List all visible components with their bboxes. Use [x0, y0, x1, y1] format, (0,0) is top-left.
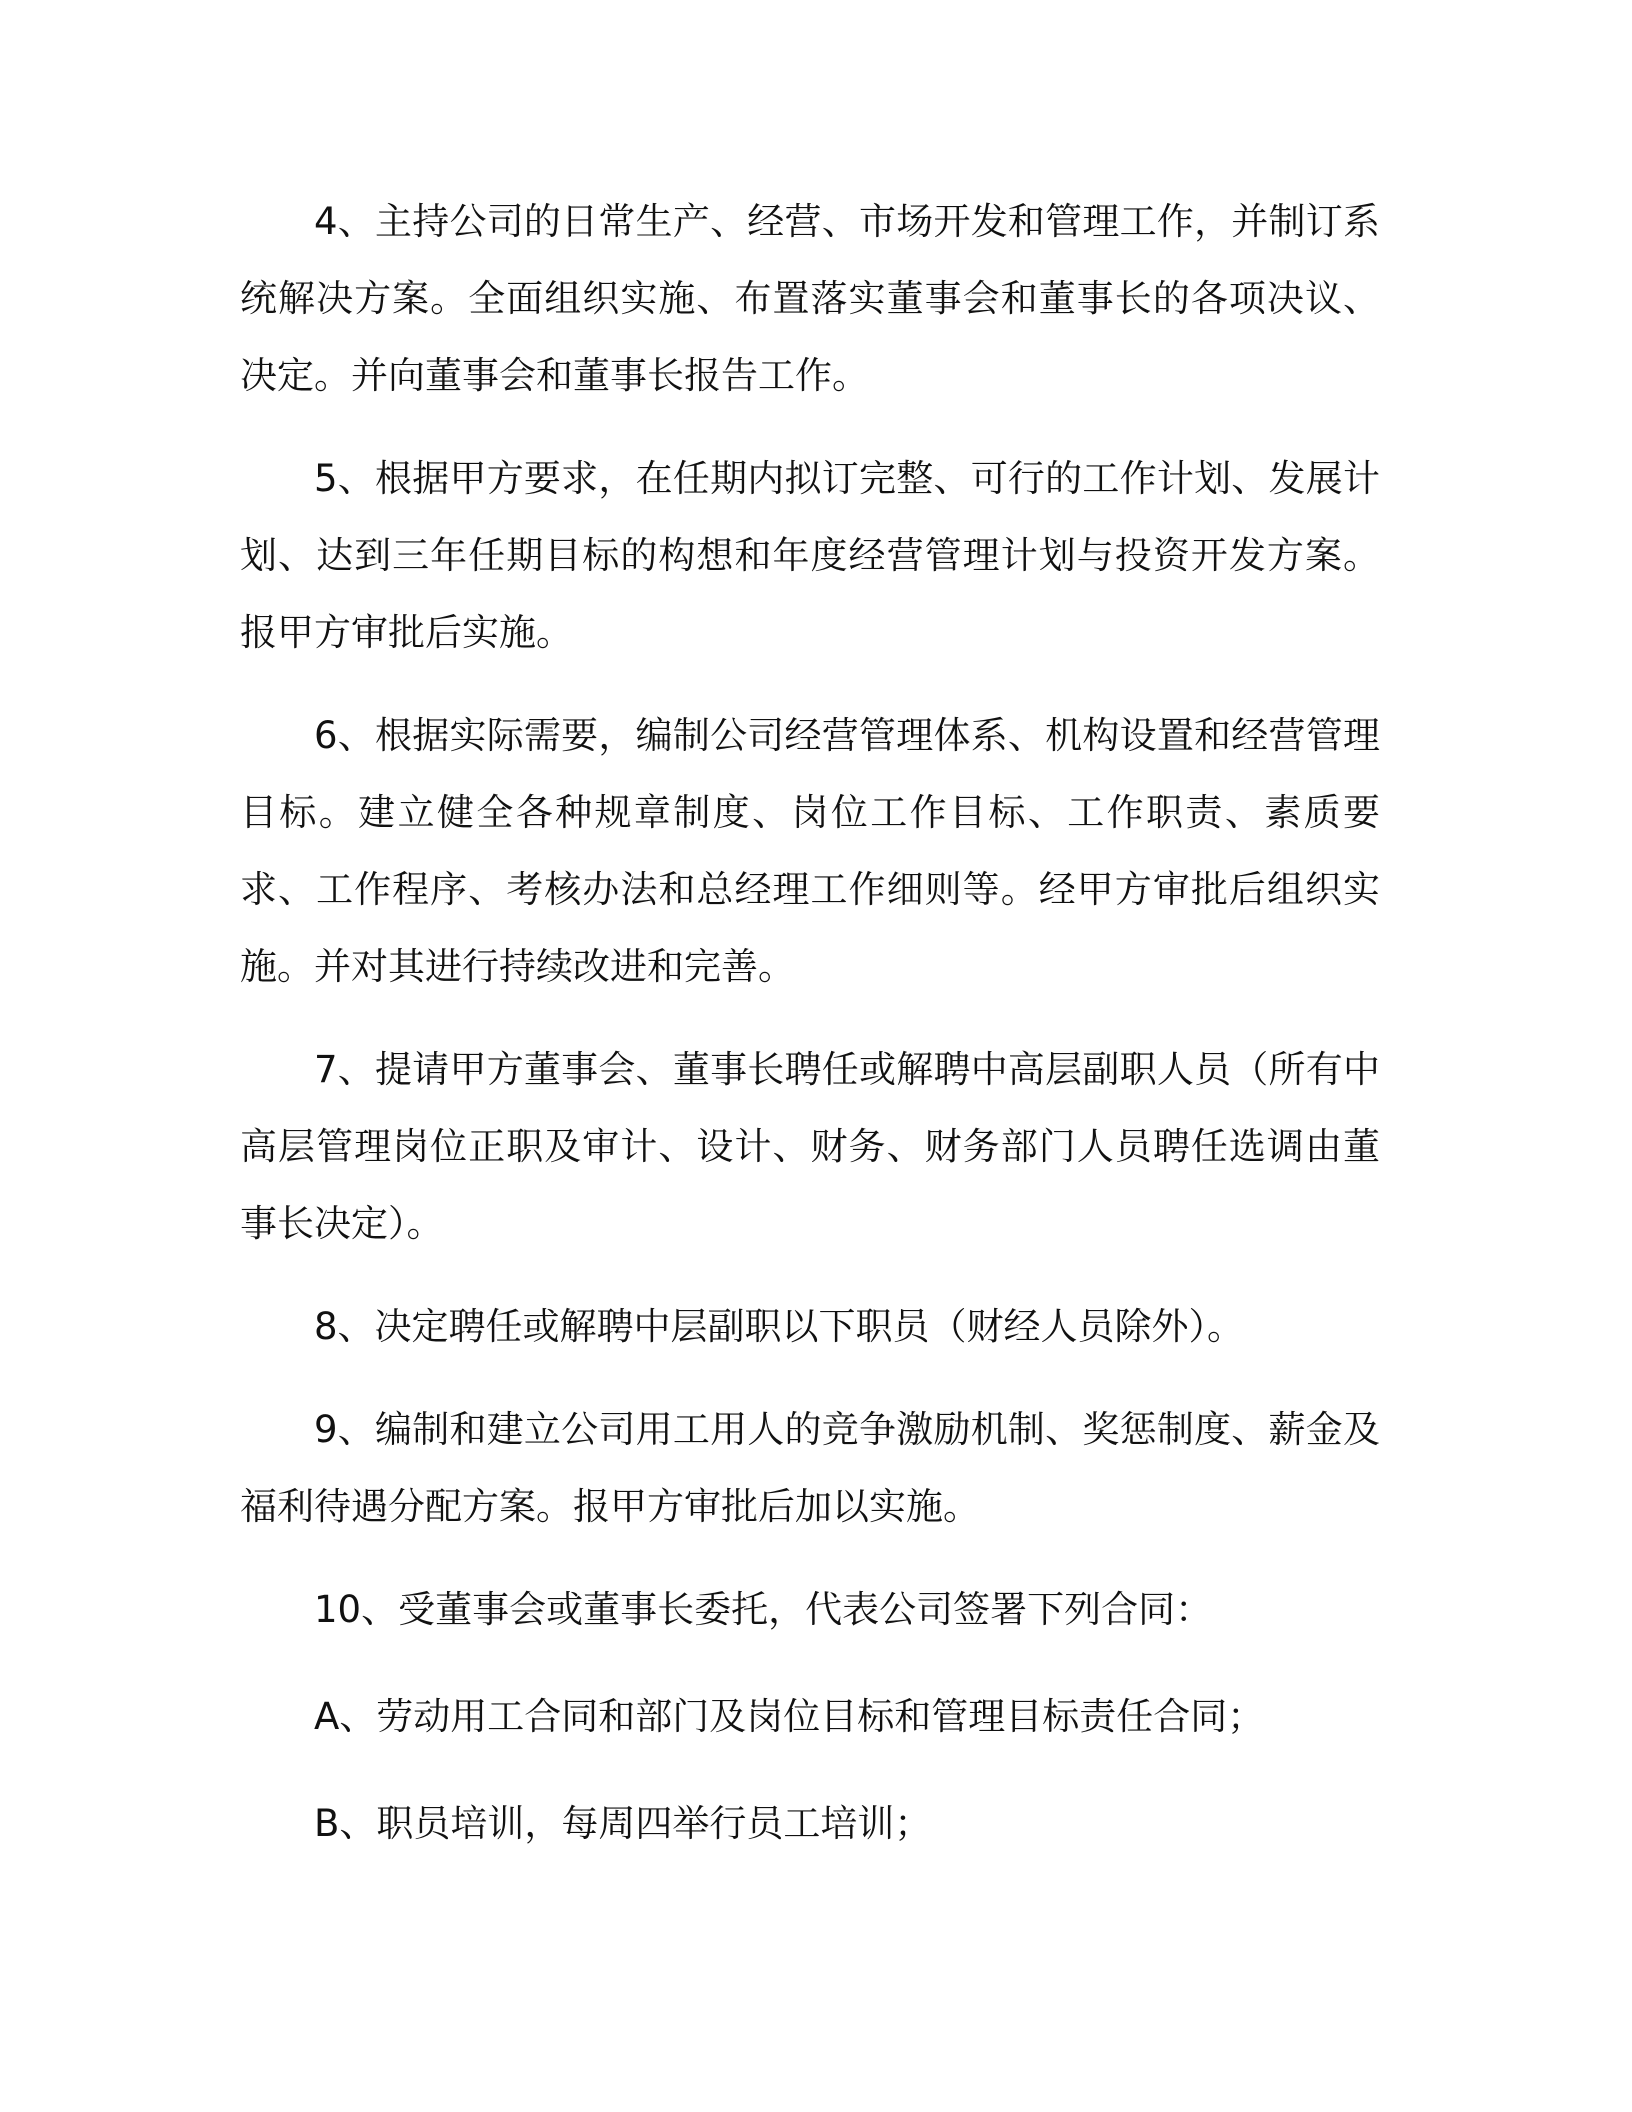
document-body	[240, 183, 1380, 1892]
paragraph-item-10: 10、受董事会或董事长委托，代表公司签署下列合同：	[314, 1588, 1213, 1631]
paragraph-item-6: 6、根据实际需要，编制公司经营管理体系、机构设置和经营管理目标。建立健全各种规章制度、岗位工作目标、工作职责、素质要求、工作程序、考核办法和总经理工作细则等。经甲方审批后组织实施。并对其进行持续改进和完善。	[240, 714, 1380, 988]
paragraph-item-9: 9、编制和建立公司用工用人的竞争激励机制、奖惩制度、薪金及福利待遇分配方案。报甲方审批后加以实施。	[240, 1408, 1380, 1528]
paragraph-item-b: B、职员培训，每周四举行员工培训；	[314, 1802, 932, 1845]
paragraph-item-a: A、劳动用工合同和部门及岗位目标和管理目标责任合同；	[314, 1695, 1265, 1738]
paragraph-item-7: 7、提请甲方董事会、董事长聘任或解聘中高层副职人员（所有中高层管理岗位正职及审计、设计、财务、财务部门人员聘任选调由董事长决定）。	[240, 1048, 1380, 1245]
paragraph-item-4: 4、主持公司的日常生产、经营、市场开发和管理工作，并制订系统解决方案。全面组织实施、布置落实董事会和董事长的各项决议、决定。并向董事会和董事长报告工作。	[240, 200, 1380, 397]
paragraph-item-8: 8、决定聘任或解聘中层副职以下职员（财经人员除外）。	[314, 1305, 1245, 1348]
paragraph-item-5: 5、根据甲方要求，在任期内拟订完整、可行的工作计划、发展计划、达到三年任期目标的构想和年度经营管理计划与投资开发方案。报甲方审批后实施。	[240, 457, 1380, 654]
